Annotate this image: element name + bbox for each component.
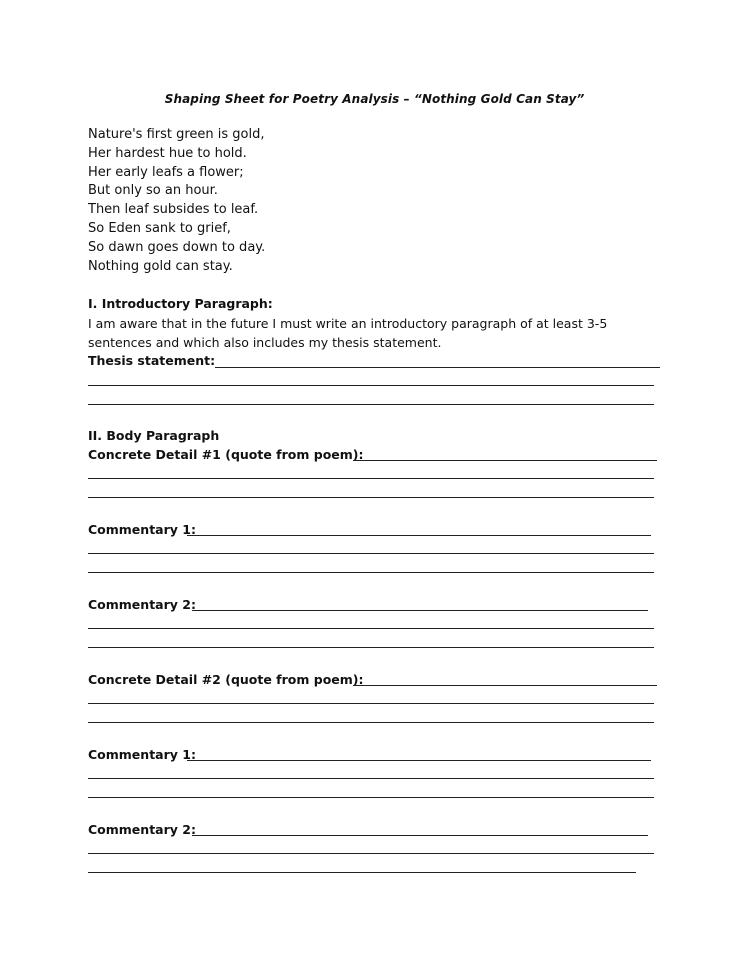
poem-line: Then leaf subsides to leaf. <box>88 202 259 218</box>
commentary-1b-answer-line[interactable] <box>187 760 651 761</box>
poem-line: Her early leafs a flower; <box>88 164 244 180</box>
commentary-1a-answer-line[interactable] <box>187 535 651 536</box>
concrete-detail-1-answer-line[interactable] <box>88 497 654 498</box>
concrete-detail-1-answer-line[interactable] <box>353 460 657 461</box>
thesis-answer-line[interactable] <box>88 385 654 386</box>
poem-line: Nature's first green is gold, <box>88 127 265 142</box>
commentary-1b-label: Commentary 1: <box>88 747 196 762</box>
commentary-1a-answer-line[interactable] <box>88 553 654 554</box>
commentary-1a-answer-line[interactable] <box>88 572 654 573</box>
commentary-2b-answer-line[interactable] <box>88 853 654 854</box>
commentary-1b-answer-line[interactable] <box>88 797 654 798</box>
commentary-1b-answer-line[interactable] <box>88 778 654 779</box>
intro-instructions-line: sentences and which also includes my thesis statement. <box>88 334 442 350</box>
commentary-1a-label: Commentary 1: <box>88 522 196 537</box>
commentary-2a-answer-line[interactable] <box>88 647 654 648</box>
commentary-2b-answer-line[interactable] <box>88 872 636 873</box>
concrete-detail-2-answer-line[interactable] <box>88 703 654 704</box>
poem-line: Nothing gold can stay. <box>88 258 233 274</box>
poem-line: So dawn goes down to day. <box>88 239 266 255</box>
commentary-2a-label: Commentary 2: <box>88 597 196 612</box>
commentary-2a-answer-line[interactable] <box>88 628 654 629</box>
commentary-2b-answer-line[interactable] <box>192 835 648 836</box>
intro-heading: I. Introductory Paragraph: <box>88 296 273 311</box>
page-title: Shaping Sheet for Poetry Analysis – “Nothing Gold Can Stay” <box>164 92 585 106</box>
thesis-answer-line[interactable] <box>88 404 654 405</box>
poem-line: So Eden sank to grief, <box>88 220 231 236</box>
thesis-label: Thesis statement: <box>88 353 216 368</box>
thesis-answer-line[interactable] <box>215 367 660 368</box>
intro-instructions <box>88 315 688 353</box>
concrete-detail-1-answer-line[interactable] <box>88 478 654 479</box>
concrete-detail-2-answer-line[interactable] <box>353 685 657 686</box>
concrete-detail-1-label: Concrete Detail #1 (quote from poem): <box>88 447 364 462</box>
poem-line: Her hardest hue to hold. <box>88 145 247 161</box>
intro-instructions-line: I am aware that in the future I must write an introductory paragraph of at least 3-5 <box>88 316 608 331</box>
commentary-2a-answer-line[interactable] <box>192 610 648 611</box>
concrete-detail-2-label: Concrete Detail #2 (quote from poem): <box>88 672 364 687</box>
poem-line: But only so an hour. <box>88 183 218 199</box>
concrete-detail-2-answer-line[interactable] <box>88 722 654 723</box>
poem <box>88 126 265 276</box>
commentary-2b-label: Commentary 2: <box>88 822 196 837</box>
body-heading: II. Body Paragraph <box>88 428 220 443</box>
